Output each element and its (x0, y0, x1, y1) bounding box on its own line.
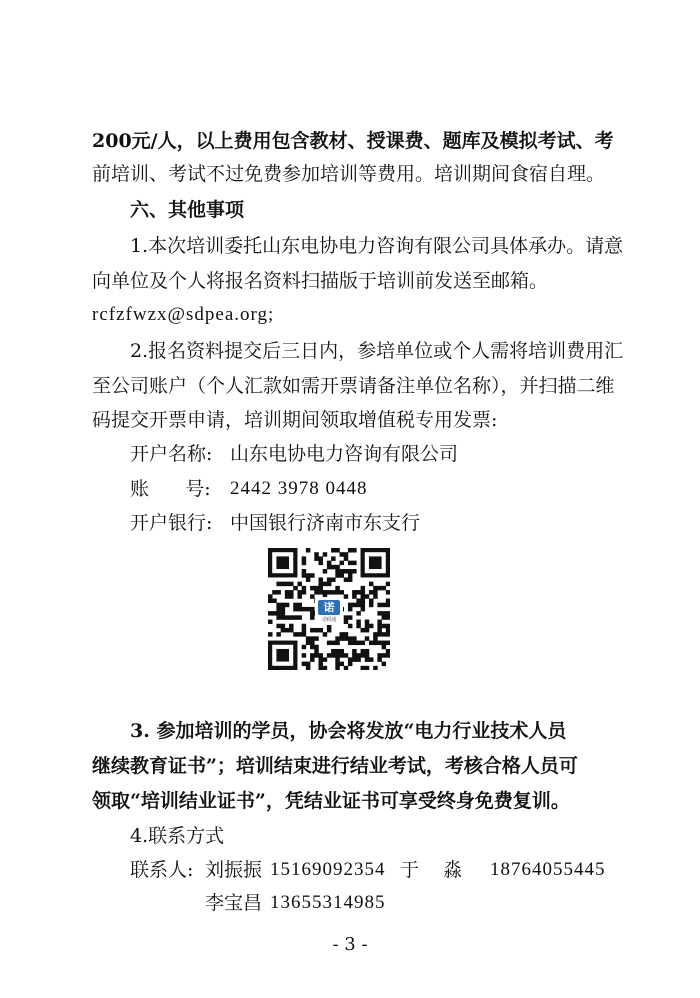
item4-heading: 4.联系方式 (130, 825, 225, 847)
item1-line-1: 1.本次培训委托山东电协电力咨询有限公司具体承办。请意 (130, 235, 624, 257)
contact3-phone: 13655314985 (270, 892, 386, 913)
item3-line-3: 领取“培训结业证书”，凭结业证书可享受终身免费复训。 (92, 790, 570, 812)
section-six-heading: 六、其他事项 (130, 199, 245, 221)
account-number-label: 账 号: (130, 478, 211, 500)
item2-line-2: 至公司账户（个人汇款如需开票请备注单位名称），并扫描二维 (92, 375, 615, 397)
item3-line-1: 3. 参加培训的学员，协会将发放“电力行业技术人员 (130, 720, 567, 742)
contact1-name: 刘振振 (205, 859, 263, 881)
qr-logo-subtext: 诺税通 (321, 617, 337, 623)
item2-line-3: 码提交开票申请，培训期间领取增值税专用发票: (92, 409, 498, 431)
contact2-phone: 18764055445 (490, 859, 606, 880)
item2-line-1: 2.报名资料提交后三日内，参培单位或个人需将培训费用汇 (130, 340, 624, 362)
contact-label: 联系人: (130, 859, 194, 881)
qr-logo-mark: 诺 (318, 600, 340, 615)
fee-line-2: 前培训、考试不过免费参加培训等费用。培训期间食宿自理。 (92, 163, 606, 185)
item1-line-2: 向单位及个人将报名资料扫描版于培训前发送至邮箱。 (92, 270, 549, 292)
invoice-qr-code[interactable] (268, 548, 390, 670)
qr-logo-icon (315, 597, 343, 625)
fee-line-1: 200元/人，以上费用包含教材、授课费、题库及模拟考试、考 (92, 130, 614, 152)
bank-label: 开户银行: (130, 512, 213, 534)
contact3-name: 李宝昌 (205, 892, 263, 914)
contact2-name: 于 淼 (400, 859, 463, 881)
contact1-phone: 15169092354 (270, 859, 386, 880)
account-name-label: 开户名称: (130, 443, 213, 465)
item3-line-2: 继续教育证书”；培训结束进行结业考试，考核合格人员可 (92, 755, 578, 777)
account-number-value: 2442 3978 0448 (230, 478, 368, 499)
contact-email: rcfzfwzx@sdpea.org; (92, 304, 275, 325)
bank-value: 中国银行济南市东支行 (230, 512, 421, 534)
page-number: - 3 - (332, 934, 368, 955)
account-name-value: 山东电协电力咨询有限公司 (230, 443, 459, 465)
